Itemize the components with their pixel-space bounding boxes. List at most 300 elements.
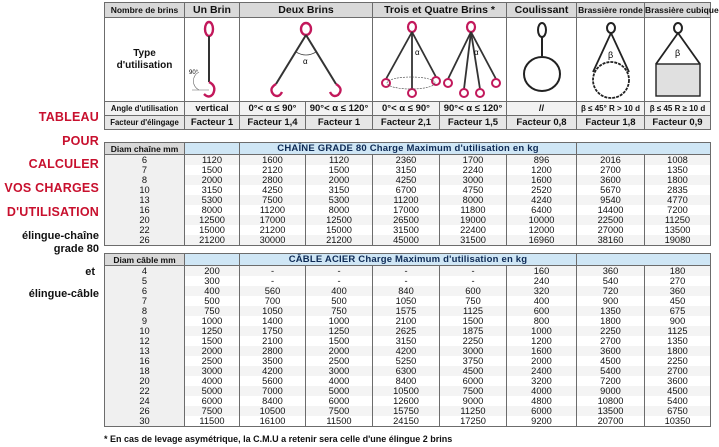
load-cell: 9200 <box>507 416 577 427</box>
load-cell: 720 <box>577 286 645 296</box>
illustration-choke <box>507 18 577 102</box>
load-cell: 840 <box>373 286 440 296</box>
chain-row <box>105 175 711 185</box>
load-cell: 1575 <box>373 306 440 316</box>
load-cell: 1000 <box>507 326 577 336</box>
load-cell: 6000 <box>185 396 240 406</box>
load-cell: 10500 <box>373 386 440 396</box>
load-cell: 4200 <box>240 366 306 376</box>
load-cell: 1800 <box>645 175 711 185</box>
chain-row <box>105 185 711 195</box>
load-cell: 1125 <box>645 326 711 336</box>
chain-row <box>105 195 711 205</box>
cable-row <box>105 366 711 376</box>
load-cell: 17250 <box>440 416 507 427</box>
diameter-cell: 22 <box>105 386 185 396</box>
load-cell: 2800 <box>240 175 306 185</box>
chain-row <box>105 205 711 215</box>
load-cell: 3150 <box>373 165 440 175</box>
side-sub-1: élingue-chaîne <box>21 230 99 242</box>
load-cell: 4250 <box>373 175 440 185</box>
diameter-cell: 10 <box>105 326 185 336</box>
diameter-cell: 12 <box>105 336 185 346</box>
load-cell: 11200 <box>373 195 440 205</box>
angle-3: 90°< α ≤ 120° <box>306 102 373 116</box>
load-cell: 3200 <box>507 376 577 386</box>
factor-label: Facteur d'élingage <box>105 116 185 130</box>
cable-row <box>105 416 711 427</box>
load-cell: 2100 <box>240 336 306 346</box>
load-cell: 560 <box>240 286 306 296</box>
chain-row <box>105 235 711 246</box>
load-cell: 6000 <box>306 396 373 406</box>
load-cell: 15000 <box>306 225 373 235</box>
load-cell: 500 <box>185 296 240 306</box>
load-cell: 3000 <box>306 366 373 376</box>
load-cell: 7200 <box>577 376 645 386</box>
load-cell: 4750 <box>440 185 507 195</box>
load-cell: 16100 <box>240 416 306 427</box>
load-cell: 1008 <box>645 155 711 166</box>
usage-table <box>104 2 719 130</box>
load-cell: 300 <box>185 276 240 286</box>
cable-row <box>105 316 711 326</box>
load-cell: 31500 <box>373 225 440 235</box>
diameter-cell: 18 <box>105 366 185 376</box>
load-cell: 320 <box>507 286 577 296</box>
load-cell: - <box>240 266 306 277</box>
load-cell: 22500 <box>577 215 645 225</box>
load-cell: 2250 <box>440 336 507 346</box>
load-cell: 2016 <box>577 155 645 166</box>
load-cell: 1800 <box>577 316 645 326</box>
load-cell: 360 <box>577 266 645 277</box>
side-title-line-3: CALCULER <box>28 157 99 171</box>
diameter-cell: 20 <box>105 376 185 386</box>
load-cell: 5400 <box>645 396 711 406</box>
load-cell: 4000 <box>306 376 373 386</box>
load-cell: 2000 <box>306 346 373 356</box>
load-cell: 1350 <box>645 336 711 346</box>
load-cell: 800 <box>507 316 577 326</box>
load-cell: 900 <box>577 296 645 306</box>
load-cell: 1800 <box>645 346 711 356</box>
load-cell: 7500 <box>440 386 507 396</box>
cable-row <box>105 296 711 306</box>
load-cell: 900 <box>645 316 711 326</box>
load-cell: 17000 <box>373 205 440 215</box>
load-cell: 450 <box>645 296 711 306</box>
load-cell: 5300 <box>185 195 240 205</box>
chain-row <box>105 155 711 166</box>
load-cell: 11500 <box>185 416 240 427</box>
load-cell: 13500 <box>577 406 645 416</box>
load-cell: 1000 <box>185 316 240 326</box>
load-cell: 4800 <box>507 396 577 406</box>
load-cell: 4500 <box>645 386 711 396</box>
load-cell: 1120 <box>306 155 373 166</box>
illustration-two-legs <box>240 18 373 102</box>
load-cell: 2500 <box>306 356 373 366</box>
side-title-line-5: D'UTILISATION <box>6 205 99 219</box>
diameter-cell: 22 <box>105 225 185 235</box>
load-cell: 19080 <box>645 235 711 246</box>
load-cell: 4000 <box>185 376 240 386</box>
load-cell: 38160 <box>577 235 645 246</box>
load-cell: 1200 <box>507 165 577 175</box>
angle-1: vertical <box>185 102 240 116</box>
diameter-cell: 13 <box>105 195 185 205</box>
three-legs-alpha: α <box>414 47 420 57</box>
cable-row <box>105 276 711 286</box>
cable-row <box>105 376 711 386</box>
load-cell: 600 <box>440 286 507 296</box>
load-cell: 6700 <box>373 185 440 195</box>
load-cell: 4250 <box>240 185 306 195</box>
diameter-cell: 8 <box>105 175 185 185</box>
load-cell: 4500 <box>440 366 507 376</box>
load-cell: 1600 <box>507 346 577 356</box>
load-cell: 8000 <box>185 205 240 215</box>
diameter-cell: 6 <box>105 286 185 296</box>
diameter-cell: 16 <box>105 205 185 215</box>
load-cell: 6400 <box>507 205 577 215</box>
load-cell: 1500 <box>185 336 240 346</box>
load-cell: 1050 <box>373 296 440 306</box>
load-cell: 240 <box>507 276 577 286</box>
load-cell: 12500 <box>306 215 373 225</box>
load-cell: 4200 <box>373 346 440 356</box>
diameter-cell: 26 <box>105 235 185 246</box>
load-cell: 15750 <box>373 406 440 416</box>
load-cell: 6000 <box>507 406 577 416</box>
side-title <box>0 0 103 447</box>
side-title-line-2: POUR <box>62 134 99 148</box>
load-cell: 270 <box>645 276 711 286</box>
chain-row <box>105 225 711 235</box>
cable-table <box>104 253 711 427</box>
side-sub-2: grade 80 <box>53 243 99 255</box>
load-cell: 3600 <box>645 376 711 386</box>
diameter-cell: 7 <box>105 296 185 306</box>
load-cell: 2700 <box>645 366 711 376</box>
load-cell: 2835 <box>645 185 711 195</box>
side-sub-4: élingue-câble <box>28 288 99 300</box>
load-cell: 3750 <box>440 356 507 366</box>
load-cell: 2520 <box>507 185 577 195</box>
load-cell: 30000 <box>240 235 306 246</box>
load-cell: 3000 <box>440 175 507 185</box>
diameter-cell: 4 <box>105 266 185 277</box>
load-cell: 700 <box>240 296 306 306</box>
load-cell: 2800 <box>240 346 306 356</box>
load-cell: 9000 <box>577 386 645 396</box>
cable-diam-label: Diam câble mm <box>105 254 185 266</box>
angle-5: 90°< α ≤ 120° <box>440 102 507 116</box>
load-cell: 2000 <box>185 175 240 185</box>
cable-row <box>105 336 711 346</box>
load-cell: 750 <box>440 296 507 306</box>
factor-3: Facteur 1 <box>306 116 373 130</box>
diameter-cell: 8 <box>105 306 185 316</box>
single-angle-label: 90° <box>189 69 199 76</box>
load-cell: 13500 <box>645 225 711 235</box>
load-cell: 11250 <box>440 406 507 416</box>
header-col-3: Trois et Quatre Brins * <box>373 3 507 18</box>
load-cell: 17000 <box>240 215 306 225</box>
angle-4: 0°< α ≤ 90° <box>373 102 440 116</box>
load-cell: 1600 <box>240 155 306 166</box>
load-cell: 3600 <box>577 175 645 185</box>
factor-4: Facteur 2,1 <box>373 116 440 130</box>
load-cell: 3150 <box>306 185 373 195</box>
load-cell: 1750 <box>240 326 306 336</box>
load-cell: 2000 <box>507 356 577 366</box>
load-cell: 24150 <box>373 416 440 427</box>
chain-table <box>104 142 711 246</box>
load-cell: 2400 <box>507 366 577 376</box>
cable-row <box>105 326 711 336</box>
load-cell: 2700 <box>577 336 645 346</box>
load-cell: 6300 <box>373 366 440 376</box>
load-cell: 4770 <box>645 195 711 205</box>
side-title-line-4: VOS CHARGES <box>4 181 99 195</box>
load-cell: 400 <box>507 296 577 306</box>
load-cell: 19000 <box>440 215 507 225</box>
angle-7: β ≤ 45° R > 10 d <box>577 102 645 116</box>
load-cell: 3000 <box>185 366 240 376</box>
square-beta: β <box>674 47 680 58</box>
load-cell: - <box>373 276 440 286</box>
load-cell: 3600 <box>577 346 645 356</box>
load-cell: 1600 <box>507 175 577 185</box>
load-cell: 10800 <box>577 396 645 406</box>
cable-row <box>105 346 711 356</box>
load-cell: 2240 <box>440 165 507 175</box>
load-cell: 8000 <box>440 195 507 205</box>
cable-row <box>105 286 711 296</box>
load-cell: 11250 <box>645 215 711 225</box>
load-cell: 1200 <box>507 336 577 346</box>
load-cell: 2100 <box>373 316 440 326</box>
load-cell: 1700 <box>440 155 507 166</box>
diameter-cell: 5 <box>105 276 185 286</box>
load-cell: 7000 <box>240 386 306 396</box>
load-cell: 11800 <box>440 205 507 215</box>
load-cell: 22400 <box>440 225 507 235</box>
load-cell: - <box>240 276 306 286</box>
illustration-single-leg <box>185 18 240 102</box>
load-cell: 12000 <box>507 225 577 235</box>
round-beta: β <box>607 49 613 60</box>
cable-row <box>105 386 711 396</box>
load-cell: 1875 <box>440 326 507 336</box>
load-cell: 540 <box>577 276 645 286</box>
factor-6: Facteur 0,8 <box>507 116 577 130</box>
diameter-cell: 16 <box>105 356 185 366</box>
cable-row <box>105 266 711 277</box>
load-cell: 7200 <box>645 205 711 215</box>
load-cell: 500 <box>306 296 373 306</box>
chain-section-title: CHAÎNE GRADE 80 Charge Maximum d'utilisation en kg <box>240 143 577 155</box>
load-cell: 8400 <box>240 396 306 406</box>
load-cell: 26500 <box>373 215 440 225</box>
load-cell: 4240 <box>507 195 577 205</box>
header-col-4: Coulissant <box>507 3 577 18</box>
type-label: Type d'utilisation <box>105 18 185 102</box>
chain-row <box>105 165 711 175</box>
load-cell: - <box>306 276 373 286</box>
load-cell: 5400 <box>577 366 645 376</box>
load-cell: 7500 <box>185 406 240 416</box>
load-cell: 896 <box>507 155 577 166</box>
load-cell: 4500 <box>577 356 645 366</box>
chain-row <box>105 215 711 225</box>
load-cell: 45000 <box>373 235 440 246</box>
factor-1: Facteur 1 <box>185 116 240 130</box>
load-cell: - <box>440 276 507 286</box>
load-cell: 1500 <box>185 165 240 175</box>
load-cell: 3150 <box>373 336 440 346</box>
load-cell: 9540 <box>577 195 645 205</box>
load-cell: 1350 <box>577 306 645 316</box>
cable-row <box>105 396 711 406</box>
load-cell: 21200 <box>240 225 306 235</box>
load-cell: 14400 <box>577 205 645 215</box>
load-cell: 3150 <box>185 185 240 195</box>
load-cell: 2500 <box>185 356 240 366</box>
header-col-1: Un Brin <box>185 3 240 18</box>
load-cell: 1120 <box>185 155 240 166</box>
load-cell: 3500 <box>240 356 306 366</box>
diameter-cell: 6 <box>105 155 185 166</box>
load-cell: 20700 <box>577 416 645 427</box>
factor-8: Facteur 0,9 <box>645 116 711 130</box>
load-cell: 1350 <box>645 165 711 175</box>
load-cell: 7500 <box>306 406 373 416</box>
load-cell: 9000 <box>440 396 507 406</box>
illustration-basket-square <box>645 18 711 102</box>
load-cell: 16960 <box>507 235 577 246</box>
cable-row <box>105 306 711 316</box>
header-col-5: Brassière ronde <box>577 3 645 18</box>
cable-row <box>105 406 711 416</box>
load-cell: 1125 <box>440 306 507 316</box>
load-cell: 1250 <box>306 326 373 336</box>
load-cell: 400 <box>185 286 240 296</box>
load-cell: 11500 <box>306 416 373 427</box>
load-cell: 31500 <box>440 235 507 246</box>
load-cell: 1050 <box>240 306 306 316</box>
load-cell: 2000 <box>306 175 373 185</box>
diameter-cell: 10 <box>105 185 185 195</box>
load-cell: 2250 <box>645 356 711 366</box>
load-cell: 2250 <box>577 326 645 336</box>
load-cell: 2360 <box>373 155 440 166</box>
header-col-6: Brassière cubique <box>645 3 711 18</box>
load-cell: 180 <box>645 266 711 277</box>
load-cell: 12600 <box>373 396 440 406</box>
angle-8: β ≤ 45 R ≥ 10 d <box>645 102 711 116</box>
factor-2: Facteur 1,4 <box>240 116 306 130</box>
diameter-cell: 9 <box>105 316 185 326</box>
load-cell: 5300 <box>306 195 373 205</box>
angle-6: // <box>507 102 577 116</box>
load-cell: 11200 <box>240 205 306 215</box>
load-cell: - <box>440 266 507 277</box>
load-cell: 7500 <box>240 195 306 205</box>
two-legs-alpha: α <box>303 56 308 66</box>
load-cell: - <box>306 266 373 277</box>
load-cell: 2700 <box>577 165 645 175</box>
side-title-line-1: TABLEAU <box>38 110 99 124</box>
load-cell: 1400 <box>240 316 306 326</box>
load-cell: 4000 <box>507 386 577 396</box>
load-cell: 10350 <box>645 416 711 427</box>
load-cell: 8400 <box>373 376 440 386</box>
load-cell: - <box>373 266 440 277</box>
illustration-basket-round <box>577 18 645 102</box>
load-cell: 10500 <box>240 406 306 416</box>
load-cell: 27000 <box>577 225 645 235</box>
header-col-2: Deux Brins <box>240 3 373 18</box>
load-cell: 6750 <box>645 406 711 416</box>
diameter-cell: 20 <box>105 215 185 225</box>
load-cell: 1500 <box>306 336 373 346</box>
load-cell: 5000 <box>185 386 240 396</box>
load-cell: 12500 <box>185 215 240 225</box>
load-cell: 5600 <box>240 376 306 386</box>
cable-section-title: CÂBLE ACIER Charge Maximum d'utilisation en kg <box>240 254 577 266</box>
diameter-cell: 7 <box>105 165 185 175</box>
load-cell: 5670 <box>577 185 645 195</box>
load-cell: 600 <box>507 306 577 316</box>
load-cell: 160 <box>507 266 577 277</box>
footnote: * En cas de levage asymétrique, la C.M.U a retenir sera celle d'une élingue 2 brins <box>104 434 453 444</box>
load-cell: 5000 <box>306 386 373 396</box>
load-cell: 8000 <box>306 205 373 215</box>
load-cell: 400 <box>306 286 373 296</box>
diameter-cell: 30 <box>105 416 185 427</box>
load-cell: 1500 <box>440 316 507 326</box>
load-cell: 675 <box>645 306 711 316</box>
factor-5: Facteur 1,5 <box>440 116 507 130</box>
illustration-three-four-legs <box>373 18 507 102</box>
load-cell: 360 <box>645 286 711 296</box>
load-cell: 1000 <box>306 316 373 326</box>
load-cell: 2000 <box>185 346 240 356</box>
header-label: Nombre de brins <box>105 3 185 18</box>
load-cell: 10000 <box>507 215 577 225</box>
cable-row <box>105 356 711 366</box>
load-cell: 750 <box>185 306 240 316</box>
load-cell: 1250 <box>185 326 240 336</box>
chain-diam-label: Diam chaîne mm <box>105 143 185 155</box>
diameter-cell: 13 <box>105 346 185 356</box>
angle-2: 0°< α ≤ 90° <box>240 102 306 116</box>
load-cell: 2120 <box>240 165 306 175</box>
side-sub-3: et <box>85 266 95 278</box>
angle-label: Angle d'utilisation <box>105 102 185 116</box>
factor-7: Facteur 1,8 <box>577 116 645 130</box>
load-cell: 5250 <box>373 356 440 366</box>
load-cell: 1500 <box>306 165 373 175</box>
load-cell: 15000 <box>185 225 240 235</box>
diameter-cell: 26 <box>105 406 185 416</box>
load-cell: 750 <box>306 306 373 316</box>
load-cell: 21200 <box>306 235 373 246</box>
four-legs-alpha: α <box>473 47 479 57</box>
